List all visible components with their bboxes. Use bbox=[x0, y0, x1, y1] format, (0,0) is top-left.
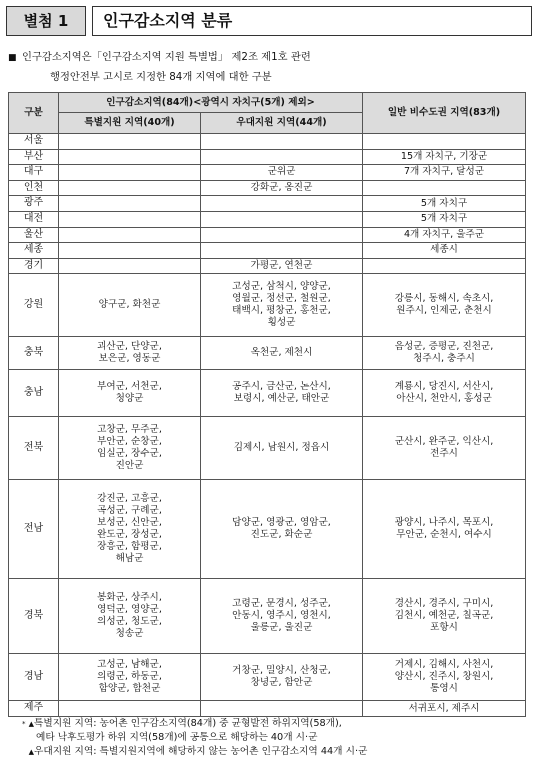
region-cell: 전북 bbox=[9, 417, 59, 480]
special-cell: 봉화군, 상주시, 영덕군, 영양군, 의성군, 청도군, 청송군 bbox=[59, 579, 201, 654]
special-cell bbox=[59, 211, 201, 227]
special-cell: 부여군, 서천군, 청양군 bbox=[59, 370, 201, 417]
region-cell: 충북 bbox=[9, 337, 59, 370]
special-cell bbox=[59, 149, 201, 165]
square-bullet-icon: ■ bbox=[8, 53, 17, 63]
special-cell bbox=[59, 196, 201, 212]
general-cell bbox=[363, 258, 526, 274]
special-cell: 양구군, 화천군 bbox=[59, 274, 201, 337]
header-region: 구분 bbox=[9, 93, 59, 134]
priority-cell: 가평군, 연천군 bbox=[201, 258, 363, 274]
region-cell: 서울 bbox=[9, 134, 59, 150]
table-row bbox=[9, 211, 526, 227]
region-cell: 인천 bbox=[9, 180, 59, 196]
special-cell bbox=[59, 227, 201, 243]
priority-cell bbox=[201, 227, 363, 243]
triangle-bullet-icon: ▲ bbox=[28, 748, 34, 756]
special-cell: 고창군, 무주군, 부안군, 순창군, 임실군, 장수군, 진안군 bbox=[59, 417, 201, 480]
priority-cell bbox=[201, 701, 363, 717]
region-cell: 울산 bbox=[9, 227, 59, 243]
priority-cell bbox=[201, 196, 363, 212]
region-cell: 대구 bbox=[9, 165, 59, 181]
general-cell: 5개 자치구 bbox=[363, 211, 526, 227]
special-cell bbox=[59, 134, 201, 150]
table-row bbox=[9, 196, 526, 212]
region-cell: 제주 bbox=[9, 701, 59, 717]
general-cell: 7개 자치구, 달성군 bbox=[363, 165, 526, 181]
intro-text bbox=[8, 48, 508, 87]
general-cell: 경산시, 경주시, 구미시, 김천시, 예천군, 칠곡군, 포항시 bbox=[363, 579, 526, 654]
header-special: 특별지원 지역(40개) bbox=[59, 113, 201, 134]
header-priority: 우대지원 지역(44개) bbox=[201, 113, 363, 134]
footnote-line-2: 예타 낙후도평가 하위 지역(58개)에 공통으로 해당하는 40개 시·군 bbox=[36, 732, 318, 743]
general-cell: 강릉시, 동해시, 속초시, 원주시, 인제군, 춘천시 bbox=[363, 274, 526, 337]
table-row bbox=[9, 370, 526, 417]
special-cell bbox=[59, 258, 201, 274]
general-cell: 군산시, 완주군, 익산시, 전주시 bbox=[363, 417, 526, 480]
table-row bbox=[9, 417, 526, 480]
priority-cell: 거창군, 밀양시, 산청군, 창녕군, 함안군 bbox=[201, 654, 363, 701]
page-title: 인구감소지역 분류 bbox=[92, 6, 532, 36]
priority-cell bbox=[201, 211, 363, 227]
general-cell: 세종시 bbox=[363, 243, 526, 259]
region-cell: 충남 bbox=[9, 370, 59, 417]
general-cell: 4개 자치구, 울주군 bbox=[363, 227, 526, 243]
special-cell bbox=[59, 701, 201, 717]
region-cell: 강원 bbox=[9, 274, 59, 337]
table-row bbox=[9, 149, 526, 165]
table-row bbox=[9, 134, 526, 150]
region-cell: 세종 bbox=[9, 243, 59, 259]
priority-cell: 옥천군, 제천시 bbox=[201, 337, 363, 370]
general-cell: 서귀포시, 제주시 bbox=[363, 701, 526, 717]
intro-line-1: ■ 인구감소지역은「인구감소지역 지원 특별법」 제2조 제1호 관련 bbox=[8, 48, 508, 68]
footnote bbox=[22, 717, 522, 759]
special-cell bbox=[59, 180, 201, 196]
header-depopulation-group: 인구감소지역(84개)<광역시 자치구(5개) 제외> bbox=[59, 93, 363, 113]
footnote-line-3: ▲우대지원 지역: 특별지원지역에 해당하지 않는 농어촌 인구감소지역 44개 시·군 bbox=[28, 746, 368, 757]
table-row bbox=[9, 654, 526, 701]
priority-cell: 고령군, 문경시, 성주군, 안동시, 영주시, 영천시, 울릉군, 울진군 bbox=[201, 579, 363, 654]
asterisk-mark: * bbox=[22, 720, 26, 728]
region-cell: 광주 bbox=[9, 196, 59, 212]
region-cell: 경기 bbox=[9, 258, 59, 274]
region-cell: 경북 bbox=[9, 579, 59, 654]
priority-cell: 공주시, 금산군, 논산시, 보령시, 예산군, 태안군 bbox=[201, 370, 363, 417]
general-cell: 음성군, 증평군, 진천군, 청주시, 충주시 bbox=[363, 337, 526, 370]
general-cell: 계룡시, 당진시, 서산시, 아산시, 천안시, 홍성군 bbox=[363, 370, 526, 417]
table-row bbox=[9, 274, 526, 337]
header-general: 일반 비수도권 지역(83개) bbox=[363, 93, 526, 134]
footnote-line-1: * ▲특별지원 지역: 농어촌 인구감소지역(84개) 중 균형발전 하위지역(58개), bbox=[22, 718, 342, 729]
table-row bbox=[9, 480, 526, 579]
priority-cell bbox=[201, 149, 363, 165]
triangle-bullet-icon: ▲ bbox=[28, 720, 34, 728]
priority-cell: 고성군, 삼척시, 양양군, 영월군, 정선군, 철원군, 태백시, 평창군, 홍천군, 횡성군 bbox=[201, 274, 363, 337]
priority-cell: 담양군, 영광군, 영암군, 진도군, 화순군 bbox=[201, 480, 363, 579]
table-body bbox=[9, 134, 526, 717]
general-cell bbox=[363, 180, 526, 196]
region-classification-table bbox=[8, 92, 526, 717]
attachment-badge: 별첨 1 bbox=[6, 6, 86, 36]
priority-cell: 군위군 bbox=[201, 165, 363, 181]
header bbox=[6, 6, 532, 36]
table-row bbox=[9, 165, 526, 181]
priority-cell: 김제시, 남원시, 정읍시 bbox=[201, 417, 363, 480]
special-cell bbox=[59, 165, 201, 181]
region-cell: 부산 bbox=[9, 149, 59, 165]
special-cell: 강진군, 고흥군, 곡성군, 구례군, 보성군, 신안군, 완도군, 장성군, 장흥군, 함평군, 해남군 bbox=[59, 480, 201, 579]
general-cell: 광양시, 나주시, 목포시, 무안군, 순천시, 여수시 bbox=[363, 480, 526, 579]
region-cell: 전남 bbox=[9, 480, 59, 579]
special-cell bbox=[59, 243, 201, 259]
general-cell: 5개 자치구 bbox=[363, 196, 526, 212]
region-cell: 경남 bbox=[9, 654, 59, 701]
general-cell: 15개 자치구, 기장군 bbox=[363, 149, 526, 165]
region-cell: 대전 bbox=[9, 211, 59, 227]
table-row bbox=[9, 337, 526, 370]
table-row bbox=[9, 258, 526, 274]
table-row bbox=[9, 243, 526, 259]
intro-line-2: 행정안전부 고시로 지정한 84개 지역에 대한 구분 bbox=[50, 71, 272, 83]
priority-cell: 강화군, 옹진군 bbox=[201, 180, 363, 196]
general-cell bbox=[363, 134, 526, 150]
table-row bbox=[9, 227, 526, 243]
special-cell: 고성군, 남해군, 의령군, 하동군, 함양군, 합천군 bbox=[59, 654, 201, 701]
table-row bbox=[9, 579, 526, 654]
table-row bbox=[9, 180, 526, 196]
table-row bbox=[9, 701, 526, 717]
priority-cell bbox=[201, 243, 363, 259]
general-cell: 거제시, 김해시, 사천시, 양산시, 진주시, 창원시, 통영시 bbox=[363, 654, 526, 701]
special-cell: 괴산군, 단양군, 보은군, 영동군 bbox=[59, 337, 201, 370]
priority-cell bbox=[201, 134, 363, 150]
